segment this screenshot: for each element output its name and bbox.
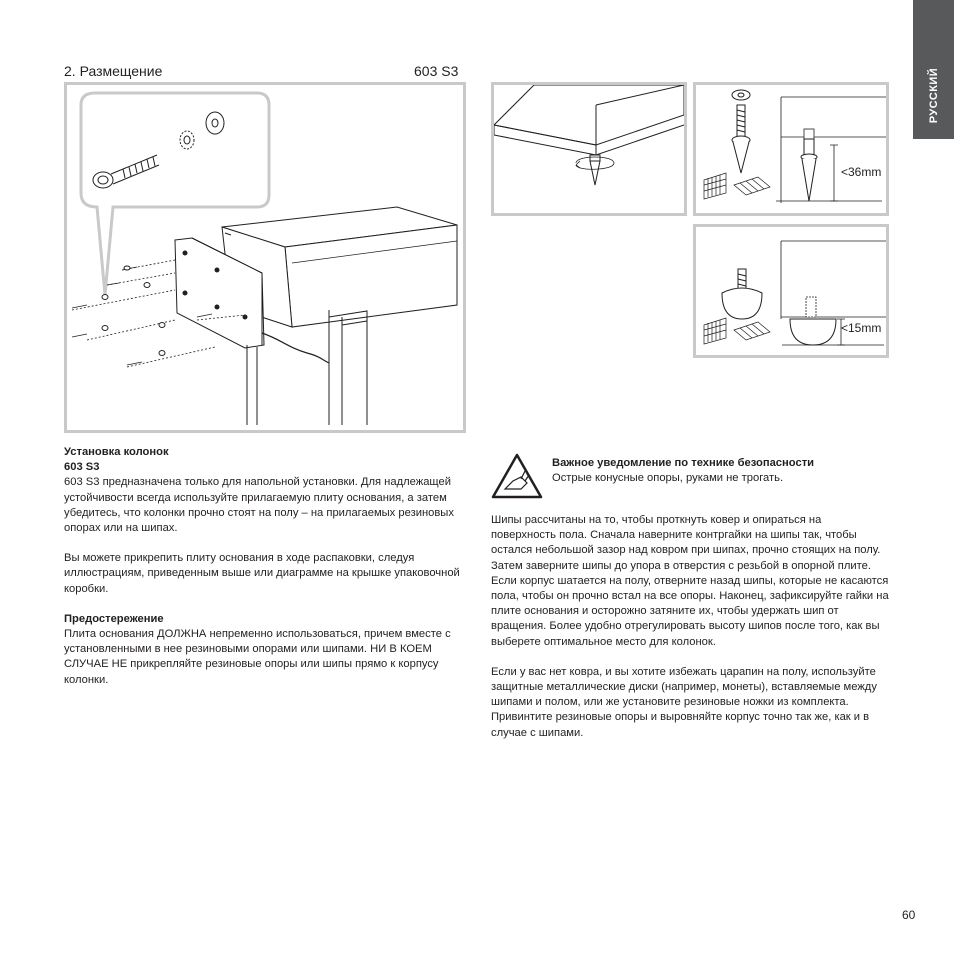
foot-height-label: <15mm (841, 321, 882, 335)
caution-heading: Предостережение (64, 612, 164, 625)
carpet-icon (704, 318, 726, 344)
lock-nut-icon (732, 90, 750, 100)
spike-icon (590, 155, 600, 185)
rubber-foot-figure (693, 224, 889, 358)
carpet-icon (704, 173, 726, 199)
page-number: 60 (902, 908, 916, 922)
rubber-foot-icon (722, 269, 762, 319)
installation-paragraph-2: Вы можете прикрепить плиту основания в ходе распаковки, следуя иллюстрациям, приведенным выше или диаграмме на крышке упаковочной коробки. (64, 552, 460, 595)
installation-subheading: 603 S3 (64, 461, 100, 474)
language-tab-label: РУССКИЙ (927, 67, 940, 123)
safety-heading: Важное уведомление по технике безопасности (552, 457, 815, 469)
wood-floor-icon (734, 177, 770, 195)
rubber-feet-paragraph: Если у вас нет ковра, и вы хотите избежать царапин на полу, используйте защитные металлические диски (например, монеты), вставляемые между шипами и полом, или же установите резиновые ножки из комплекта. Привинтите резиновые опоры и выровняйте корпус точно так же, как и в случае с шипами. (491, 665, 877, 739)
model-title: 603 S3 (414, 63, 459, 79)
installation-paragraph-1: 603 S3 предназначена только для напольной установки. Для надлежащей устойчивости всегда используйте прилагаемую плиту основания, а затем убедитесь, что колонки прочно стоят на полу – на прилагаемых резиновых опорах или на шипах. (64, 476, 454, 535)
spike-adjustment-figure (491, 82, 687, 216)
installation-heading: Установка колонок (64, 446, 169, 458)
spike-height-figure (693, 82, 889, 216)
plinth-assembly-figure (64, 82, 466, 433)
left-text-column (64, 445, 466, 688)
spike-installed-icon (801, 139, 817, 201)
sharp-hazard-warning-icon (491, 453, 543, 499)
spike-height-label: <36mm (841, 165, 882, 179)
right-text-column (491, 513, 889, 741)
spike-icon (732, 105, 750, 173)
caution-paragraph: Плита основания ДОЛЖНА непременно использоваться, причем вместе с установленными в нее резиновыми опорами или шипами. НИ В КОЕМ СЛУЧАЕ НЕ прикрепляйте резиновые опоры или шипы прямо к корпусу колонки. (64, 628, 451, 686)
safety-text: Острые конусные опоры, руками не трогать. (552, 472, 784, 485)
section-title: 2. Размещение (64, 63, 163, 79)
safety-notice (552, 456, 892, 486)
wood-floor-icon (734, 322, 770, 340)
spikes-paragraph: Шипы рассчитаны на то, чтобы проткнуть ковер и опираться на поверхность пола. Сначала наверните контргайки на шипы так, чтобы остался небольшой зазор над ковром при шипах, прочно стоящих на полу. Затем заверните шипы до упора в отверстия с резьбой в опорной плите. Если корпус шатается на полу, отверните назад шипы, которые не касаются пола, чтобы он прочно встал на все опоры. Наконец, зафиксируйте гайки на плите основания и осторожно затяните их, чтобы удержать шип от вращения. Более удобно отрегулировать высоту шипов после того, как вы выберете оптимальное место для колонок. (491, 514, 889, 648)
language-tab (913, 0, 954, 139)
